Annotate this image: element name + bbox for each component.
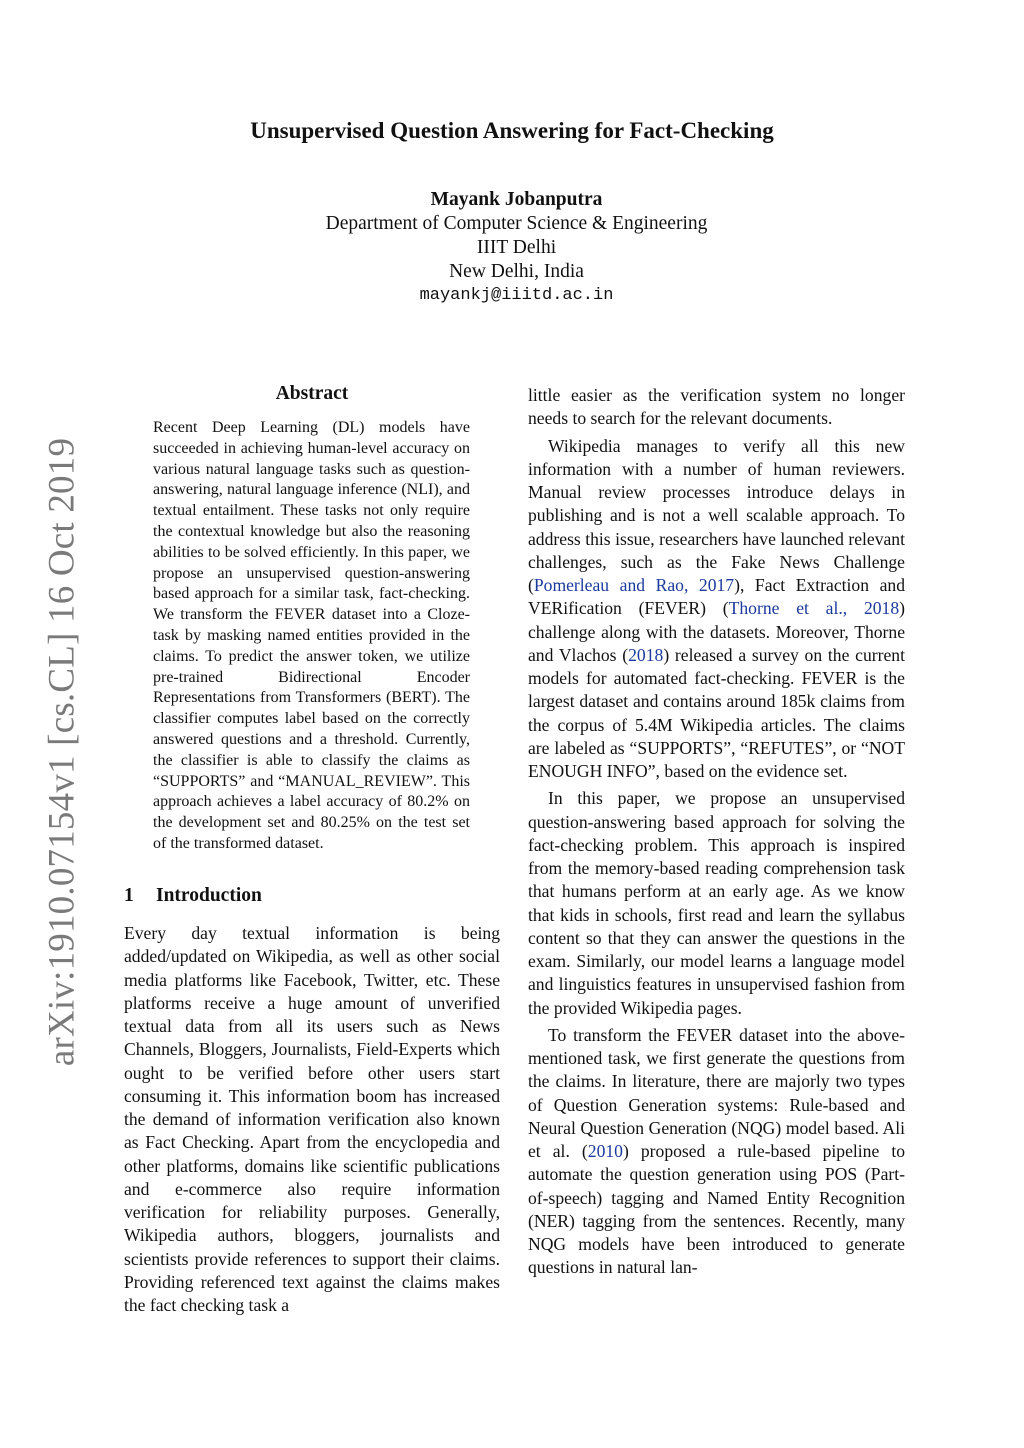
p2-text-c: ) challenge along with the datasets. Moreover, Thorne and Vlachos (	[528, 598, 905, 665]
author-block	[0, 188, 1024, 308]
intro-paragraph-1-continued: little easier as the verification system no longer needs to search for the relevant documents.	[528, 385, 905, 429]
intro-paragraph-4	[528, 1024, 905, 1280]
p2-text-a: Wikipedia manages to verify all this new information with a number of human reviewers. Manual review processes introduce delays in publishing and is not a well scalable approach. To address this issue, researchers have launched relevant challenges, such as the Fake News Challenge (	[528, 435, 905, 595]
section-heading	[124, 885, 262, 907]
p4-text-b: ) proposed a rule-based pipeline to automate the question generation using POS (Part-of-speech) tagging and Named Entity Recognition (NER) tagging from the sentences. Recently, many NQG models have been introduced to generate questions in natural lan-	[528, 1141, 905, 1278]
citation-link[interactable]: Thorne et al., 2018	[728, 598, 900, 619]
section-number: 1	[124, 885, 134, 906]
intro-paragraph-2	[528, 435, 905, 784]
arxiv-stamp: arXiv:1910.07154v1 [cs.CL] 16 Oct 2019	[41, 437, 83, 1067]
p2-text-b: ), Fact Extraction and VERification (FEVER) (	[528, 575, 905, 619]
author-location: New Delhi, India	[449, 261, 584, 282]
author-name: Mayank Jobanputra	[430, 189, 603, 210]
intro-paragraph-3: In this paper, we propose an unsupervised question-answering based approach for solving the fact-checking problem. This approach is inspired from the memory-based reading comprehension task that humans perform at an early age. As we know that kids in schools, first read and learn the syllabus content so that they can answer the questions in the exam. Similarly, our model learns a language model and linguistics features in unsupervised fashion from the provided Wikipedia pages.	[528, 788, 905, 1018]
p4-text-a: To transform the FEVER dataset into the above-mentioned task, we first generate the questions from the claims. In literature, there are majorly two types of Question Generation systems: Rule-based and Neural Question Generation (NQG) model based. Ali et al. (	[528, 1024, 905, 1161]
section-title: Introduction	[156, 885, 262, 906]
abstract-text: Recent Deep Learning (DL) models have succeeded in achieving human-level accuracy on various natural language tasks such as question-answering, natural language inference (NLI), and textual entailment. These tasks not only require the contextual knowledge but also the reasoning abilities to be solved efficiently. In this paper, we propose an unsupervised question-answering based approach for a similar task, fact-checking. We transform the FEVER dataset into a Cloze-task by masking named entities provided in the claims. To predict the answer token, we utilize pre-trained Bidirectional Encoder Representations from Transformers (BERT). The classifier computes label based on the correctly answered questions and a threshold. Currently, the classifier is able to classify the claims as “SUPPORTS” and “MANUAL_REVIEW”. This approach achieves a label accuracy of 80.2% on the development set and 80.25% on the test set of the transformed dataset.	[153, 419, 470, 852]
author-department: Department of Computer Science & Engineering	[325, 213, 708, 234]
p2-text-d: ) released a survey on the current models for automated fact-checking. FEVER is the largest dataset and contains around 185k claims from the corpus of 5.4M Wikipedia articles. The claims are labeled as “SUPPORTS”, “REFUTES”, or “NOT ENOUGH INFO”, based on the evidence set.	[528, 644, 905, 781]
author-institute: IIIT Delhi	[476, 237, 557, 258]
right-column-body	[528, 384, 905, 1280]
intro-paragraph-1: Every day textual information is being added/updated on Wikipedia, as well as other social media platforms like Facebook, Twitter, etc. These platforms receive a huge amount of unverified textual data from all its users such as News Channels, Bloggers, Journalists, Field-Experts which ought to be verified before other users start consuming it. This information boom has increased the demand of information verification also known as Fact Checking. Apart from the encyclopedia and other platforms, domains like scientific publications and e-commerce also require information verification for reliability purposes. Generally, Wikipedia authors, bloggers, journalists and scientists provide references to support their claims. Providing referenced text against the claims makes the fact checking task a	[124, 923, 500, 1315]
paper-title: Unsupervised Question Answering for Fact-Checking	[250, 118, 774, 143]
citation-link[interactable]: 2018	[628, 644, 664, 665]
left-column-body	[124, 922, 500, 1317]
author-email[interactable]: mayankj@iiitd.ac.in	[419, 286, 614, 305]
citation-link[interactable]: Pomerleau and Rao, 2017	[533, 575, 735, 595]
abstract-body	[153, 418, 470, 855]
citation-link[interactable]: 2010	[587, 1141, 623, 1161]
abstract-heading: Abstract	[275, 383, 349, 404]
